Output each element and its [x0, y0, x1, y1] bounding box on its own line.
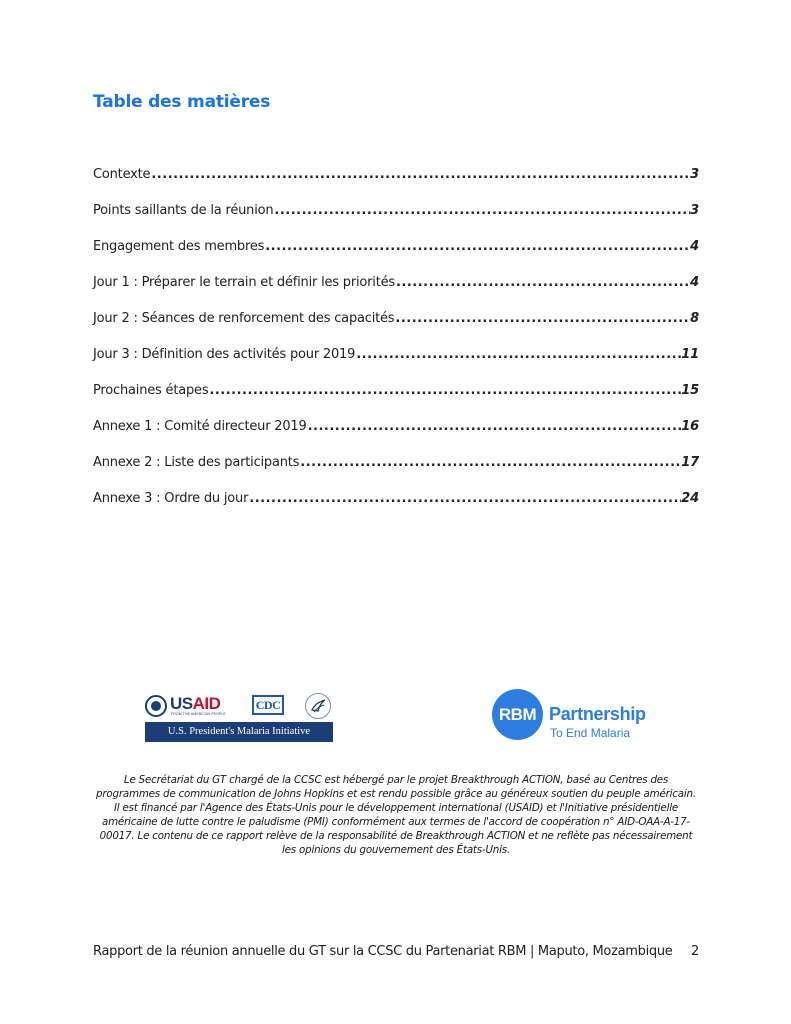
toc-entry-page: 4 [690, 239, 699, 254]
toc-dot-leader [151, 167, 690, 182]
page-number: 2 [691, 944, 699, 959]
toc-entry-label: Jour 1 : Préparer le terrain et définir les priorités [93, 275, 395, 290]
toc-title: Table des matières [93, 92, 271, 112]
toc-dot-leader [265, 239, 690, 254]
usaid-wordmark: USAID [170, 694, 221, 713]
toc-entry-page: 3 [690, 167, 699, 182]
toc-entry-page: 4 [690, 275, 699, 290]
toc-entry-page: 16 [681, 419, 699, 434]
toc-entry[interactable] [93, 383, 699, 419]
toc-entry[interactable] [93, 167, 699, 203]
toc-entry-label: Engagement des membres [93, 239, 265, 254]
page-footer [93, 944, 699, 959]
toc-dot-leader [300, 455, 681, 470]
toc-dot-leader [274, 203, 690, 218]
rbm-mark: RBM [492, 689, 543, 740]
usaid-pmi-logo-block [145, 693, 333, 742]
toc-entry-page: 15 [681, 383, 699, 398]
toc-dot-leader [249, 491, 681, 506]
toc-dot-leader [209, 383, 681, 398]
toc-entry[interactable] [93, 347, 699, 383]
rbm-partnership-logo [492, 689, 662, 741]
toc-entry-label: Jour 3 : Définition des activités pour 2019 [93, 347, 356, 362]
toc-entry[interactable] [93, 491, 699, 527]
toc-dot-leader [308, 419, 682, 434]
cdc-logo: CDC [252, 695, 284, 715]
toc-entry-page: 24 [681, 491, 699, 506]
toc-entry-label: Annexe 3 : Ordre du jour [93, 491, 249, 506]
toc-entry-label: Annexe 1 : Comité directeur 2019 [93, 419, 307, 434]
table-of-contents [93, 167, 699, 527]
toc-entry-page: 8 [690, 311, 699, 326]
toc-dot-leader [356, 347, 681, 362]
toc-entry[interactable] [93, 455, 699, 491]
usaid-logo [145, 693, 333, 719]
toc-entry[interactable] [93, 419, 699, 455]
rbm-name: Partnership [549, 704, 646, 724]
toc-entry-label: Annexe 2 : Liste des participants [93, 455, 300, 470]
usaid-tagline: FROM THE AMERICAN PEOPLE [171, 712, 226, 716]
rbm-tagline: To End Malaria [550, 726, 631, 740]
toc-entry-label: Prochaines étapes [93, 383, 209, 398]
toc-entry-label: Jour 2 : Séances de renforcement des capacités [93, 311, 395, 326]
funding-disclaimer: Le Secrétariat du GT chargé de la CCSC est hébergé par le projet Breakthrough ACTION, basé au Centres des programmes de communication de Johns Hopkins et est rendu possible grâce au généreux soutien du peuple américain. Il est financé par l'Agence des États-Unis pour le développement international (USAID) et l'Initiative présidentielle américaine de lutte contre le paludisme (PMI) conformément aux termes de l'accord de coopération n° AID-OAA-A-17-00017. Le contenu de ce rapport relève de la responsabilité de Breakthrough ACTION et ne reflète pas nécessairement les opinions du gouvernement des États-Unis. [96, 774, 696, 856]
usaid-seal-icon [145, 695, 167, 717]
toc-entry[interactable] [93, 203, 699, 239]
hhs-eagle-icon [305, 693, 331, 719]
footer-text: Rapport de la réunion annuelle du GT sur la CCSC du Partenariat RBM | Maputo, Mozambique [93, 944, 673, 959]
toc-dot-leader [396, 275, 690, 290]
pmi-banner: U.S. President's Malaria Initiative [145, 722, 333, 742]
toc-dot-leader [395, 311, 690, 326]
toc-entry[interactable] [93, 311, 699, 347]
toc-entry[interactable] [93, 275, 699, 311]
toc-entry-label: Points saillants de la réunion [93, 203, 274, 218]
toc-entry-page: 3 [690, 203, 699, 218]
toc-entry-page: 11 [681, 347, 699, 362]
toc-entry-page: 17 [681, 455, 699, 470]
toc-entry-label: Contexte [93, 167, 151, 182]
toc-entry[interactable] [93, 239, 699, 275]
